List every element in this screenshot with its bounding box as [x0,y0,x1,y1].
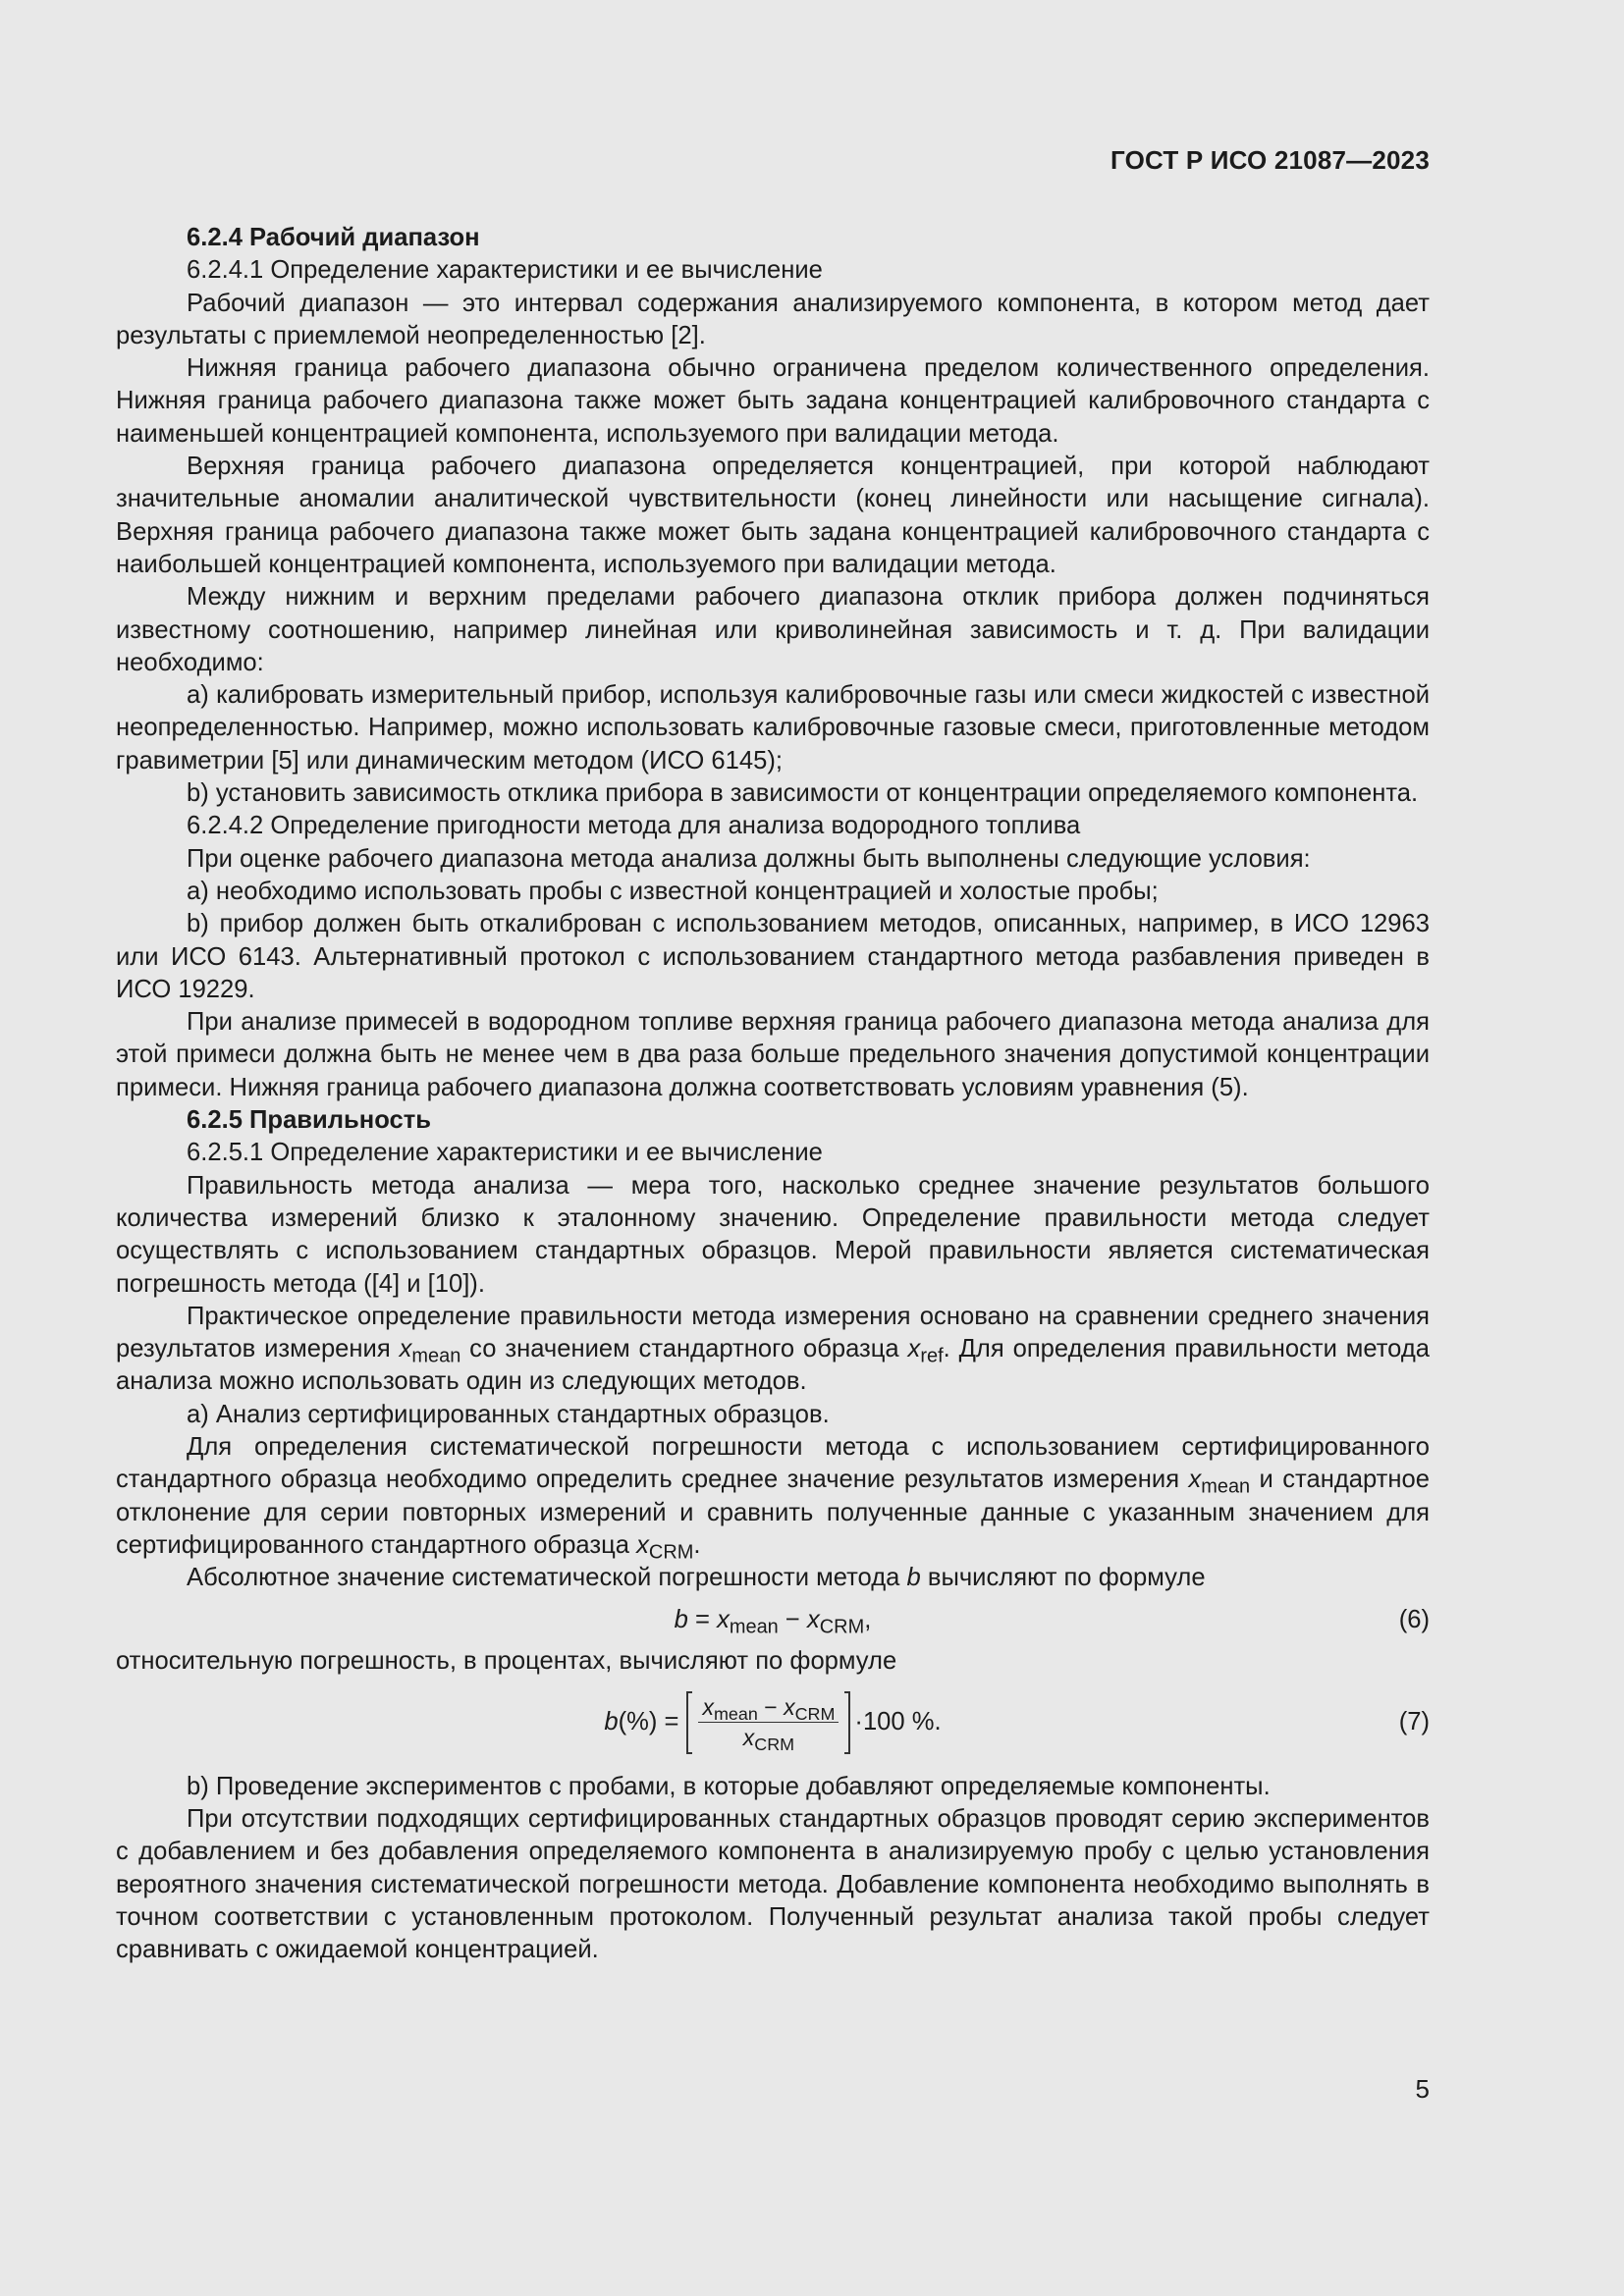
section-6-2-4-title: 6.2.4 Рабочий диапазон [187,224,480,251]
subsection-6-2-4-1-title: 6.2.4.1 Определение характеристики и ее вычисление [187,256,823,285]
paragraph: Для определения систематической погрешности метода с использованием сертифицированного стандартного образца необходимо определить среднее значение результатов измерения $x_{mean}$ и стандартное отклонение для серии повторных измерений и сравнить полученные данные с указанным значением для сертифицированного стандартного образца $x_{CRM}$. [116,1432,1430,1564]
paragraph: При анализе примесей в водородном топливе верхняя граница рабочего диапазона метода анализа для этой примеси должна быть не менее чем в два раза больше предельного значения допустимой концентрации примеси. Нижняя граница рабочего диапазона должна соответствовать условиям уравнения (5). [116,1008,1430,1101]
section-6-2-5-title: 6.2.5 Правильность [187,1106,432,1135]
paragraph: Практическое определение правильности метода измерения основано на сравнении среднего значения результатов измерения $x_{mean}$ со значением стандартного образца $x_{ref}$. Для определения правильности метода анализа можно использовать один из следующих методов. [116,1302,1430,1396]
equation-6-formula: $b = x_{mean} - x_{CRM}$, [674,1605,872,1638]
list-item-a: a) Анализ сертифицированных стандартных образцов. [187,1400,830,1428]
list-item-a: a) калибровать измерительный прибор, используя калибровочные газы или смеси жидкостей с известной неопределенностью. Например, можно использовать калибровочные газовые смеси, приготовленные методом гравиметрии [5] или динамическим методом (ИСО 6145); [116,681,1430,774]
document-header: ГОСТ Р ИСО 21087—2023 [1110,145,1430,175]
paragraph: При отсутствии подходящих сертифицированных стандартных образцов проводят серию экспериментов с добавлением и без добавления определяемого компонента в анализируемую пробу с целью установления вероятного значения систематической погрешности метода. Добавление компонента необходимо выполнять в точном соответствии с установленным протоколом. Полученный результат анализа такой пробы следует сравнивать с ожидаемой концентрацией. [116,1805,1430,1964]
fraction: $\frac{x_{mean} - x_{CRM}}{x_{CRM}}$ [698,1694,839,1750]
list-item-b: b) установить зависимость отклика прибора в зависимости от концентрации определяемого компонента. [187,779,1419,808]
document-body [116,222,1430,1967]
paragraph: Нижняя граница рабочего диапазона обычно ограничена пределом количественного определения. Нижняя граница рабочего диапазона также может быть задана концентрацией калибровочного стандарта с наименьшей концентрацией компонента, используемого при валидации метода. [116,354,1430,448]
equation-7 [116,1684,1430,1761]
paragraph: Рабочий диапазон — это интервал содержания анализируемого компонента, в котором метод дает результаты с приемлемой неопределенностью [2]. [116,289,1430,349]
paragraph: Правильность метода анализа — мера того, насколько среднее значение результатов большого количества измерений близко к эталонному значению. Определение правильности метода следует осуществлять с использованием стандартных образцов. Мерой правильности является систематическая погрешность метода ([4] и [10]). [116,1171,1430,1298]
page-number: 5 [1415,2074,1430,2104]
paragraph: При оценке рабочего диапазона метода анализа должны быть выполнены следующие условия: [187,844,1311,873]
list-item-a: a) необходимо использовать пробы с известной концентрацией и холостые пробы; [187,877,1159,905]
subsection-6-2-5-1-title: 6.2.5.1 Определение характеристики и ее вычисление [187,1139,823,1167]
subsection-6-2-4-2-title: 6.2.4.2 Определение пригодности метода для анализа водородного топлива [187,812,1081,840]
paragraph: Абсолютное значение систематической погрешности метода b вычисляют по формуле [187,1564,1206,1592]
equation-6-number: (6) [1398,1606,1430,1634]
list-item-b: b) прибор должен быть откалиброван с использованием методов, описанных, например, в ИСО 12963 или ИСО 6143. Альтернативный протокол с использованием стандартного метода разбавления приведен в ИСО 19229. [116,910,1430,1003]
list-item-b: b) Проведение экспериментов с пробами, в которые добавляют определяемые компоненты. [187,1772,1271,1800]
paragraph: Верхняя граница рабочего диапазона определяется концентрацией, при которой наблюдают значительные аномалии аналитической чувствительности (конец линейности или насыщение сигнала). Верхняя граница рабочего диапазона также может быть задана концентрацией калибровочного стандарта с наибольшей концентрацией компонента, используемого при валидации метода. [116,453,1430,578]
paragraph: Между нижним и верхним пределами рабочего диапазона отклик прибора должен подчиняться известному соотношению, например линейная или криволинейная зависимость и т. д. При валидации необходимо: [116,583,1430,676]
equation-7-number: (7) [1398,1707,1430,1735]
equation-7-formula: b (%) = $\frac{x_{mean} - x_{CRM}}{x_{CRM}}$ ·100 %. [604,1691,941,1754]
paragraph: относительную погрешность, в процентах, вычисляют по формуле [116,1647,897,1676]
equation-6 [116,1598,1430,1641]
